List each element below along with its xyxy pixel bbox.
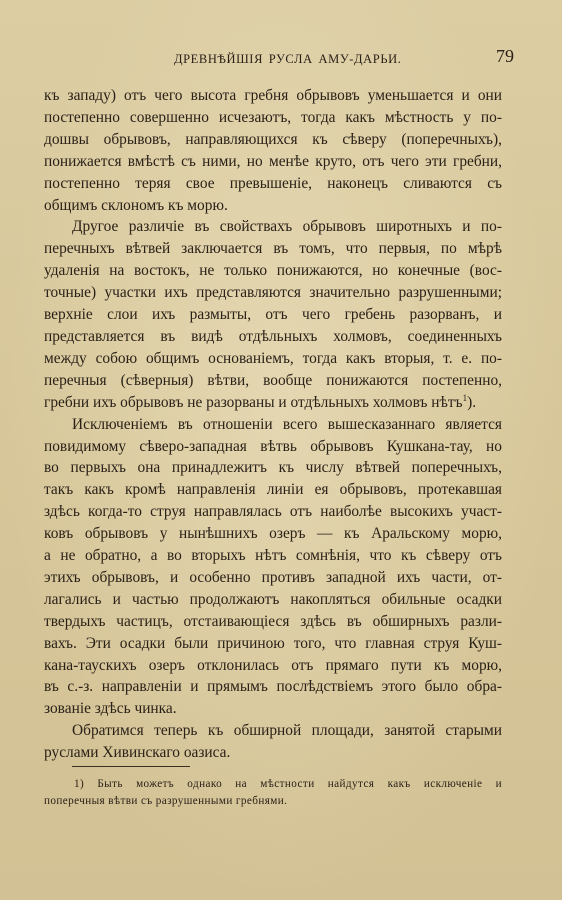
text-line: руслами Хивинскаго оазиса.	[44, 744, 231, 762]
paragraph	[44, 414, 502, 721]
running-title: ДРЕВНѢЙШІЯ РУСЛА АМУ-ДАРЬИ.	[174, 52, 402, 66]
text-line: постепенно теряя свое превышеніе, наконецъ сливаются съ	[44, 174, 502, 192]
text-line: такъ какъ кромѣ направленія линіи ея обрывовъ, протекавшая	[44, 481, 502, 499]
paragraph	[44, 85, 502, 216]
text-line: Другое различіе въ свойствахъ обрывовъ широтныхъ и по-	[72, 218, 502, 236]
text-line: удаленія на востокъ, не только понижаются, но конечные (вос-	[44, 262, 502, 280]
text-line: Исключеніемъ въ отношеніи всего вышесказаннаго является	[72, 415, 502, 433]
text-line: перечныя (сѣверныя) вѣтви, вообще понижаются постепенно,	[44, 371, 502, 389]
text-line: ковъ обрывовъ у нынѣшнихъ озеръ — къ Аральскому морю,	[44, 525, 502, 543]
footnote-ref: 1	[462, 392, 468, 403]
text-line: верхніе слои ихъ размыты, отъ чего гребень разорванъ, и	[44, 306, 502, 324]
paragraph	[44, 216, 502, 413]
text-line: вахъ. Эти осадки были причиною того, что главная струя Куш-	[44, 634, 502, 652]
text-line: этихъ обрывовъ, и особенно противъ западной ихъ части, от-	[44, 568, 502, 586]
text-line: а не обратно, а во вторыхъ нѣтъ сомнѣнія, что къ сѣверу отъ	[44, 547, 502, 565]
text-line: въ с.-з. направленіи и прямымъ послѣдствіемъ этого было обра-	[44, 678, 502, 696]
text-line: точные) участки ихъ представляются значительно разрушенными;	[44, 284, 502, 302]
text-line: понижается вмѣстѣ съ ними, но менѣе круто, отъ чего эти гребни,	[44, 152, 502, 170]
text-line: зованіе здѣсь чинка.	[44, 700, 177, 718]
paragraph	[44, 720, 502, 764]
text-line: твердыхъ частицъ, отстаивающіеся здѣсь въ обширныхъ разли-	[44, 612, 502, 630]
body-text	[44, 85, 502, 764]
text-line: лагались и частью продолжаютъ накопляться обильные осадки	[44, 590, 502, 608]
text-line: къ западу) отъ чего высота гребня обрывовъ уменьшается и они	[44, 87, 502, 104]
text-line: здѣсь когда-то струя направлялась отъ наиболѣе высокихъ участ-	[44, 503, 502, 521]
text-line: кана-таускихъ озеръ отклонилась отъ прямаго пути къ морю,	[44, 656, 502, 674]
footnote-divider	[72, 766, 190, 767]
footnote-line: 1) Быть можетъ однако на мѣстности найдутся какъ исключеніе и	[74, 778, 502, 790]
text-line: дошвы обрывовъ, направляющихся къ сѣверу (поперечныхъ),	[44, 130, 502, 148]
text-line: Обратимся теперь къ обширной площади, занятой старыми	[72, 722, 502, 740]
text-line: представляется въ видѣ отдѣльныхъ холмовъ, соединенныхъ	[44, 327, 502, 345]
footnote-line: поперечныя вѣтви съ разрушенными гребнями.	[44, 794, 288, 807]
text-line: гребни ихъ обрывовъ не разорваны и отдѣльныхъ холмовъ нѣтъ$^1$).	[44, 392, 477, 411]
page-number: 79	[496, 46, 514, 66]
footnote	[44, 776, 502, 809]
text-line: перечныхъ вѣтвей заключается въ томъ, что первыя, по мѣрѣ	[44, 240, 502, 258]
line-tail: ).	[467, 393, 477, 411]
page-header	[44, 44, 518, 74]
text-line: между собою общимъ основаніемъ, тогда какъ вторыя, т. е. по-	[44, 349, 502, 367]
text-line: общимъ склономъ къ морю.	[44, 196, 228, 214]
text-line: повидимому сѣверо-западная вѣтвь обрывовъ Кушкана-тау, но	[44, 437, 502, 455]
text-line: постепенно совершенно исчезаютъ, тогда какъ мѣстность у по-	[44, 108, 502, 126]
text-line: во первыхъ она принадлежитъ къ числу вѣтвей поперечныхъ,	[44, 459, 502, 477]
